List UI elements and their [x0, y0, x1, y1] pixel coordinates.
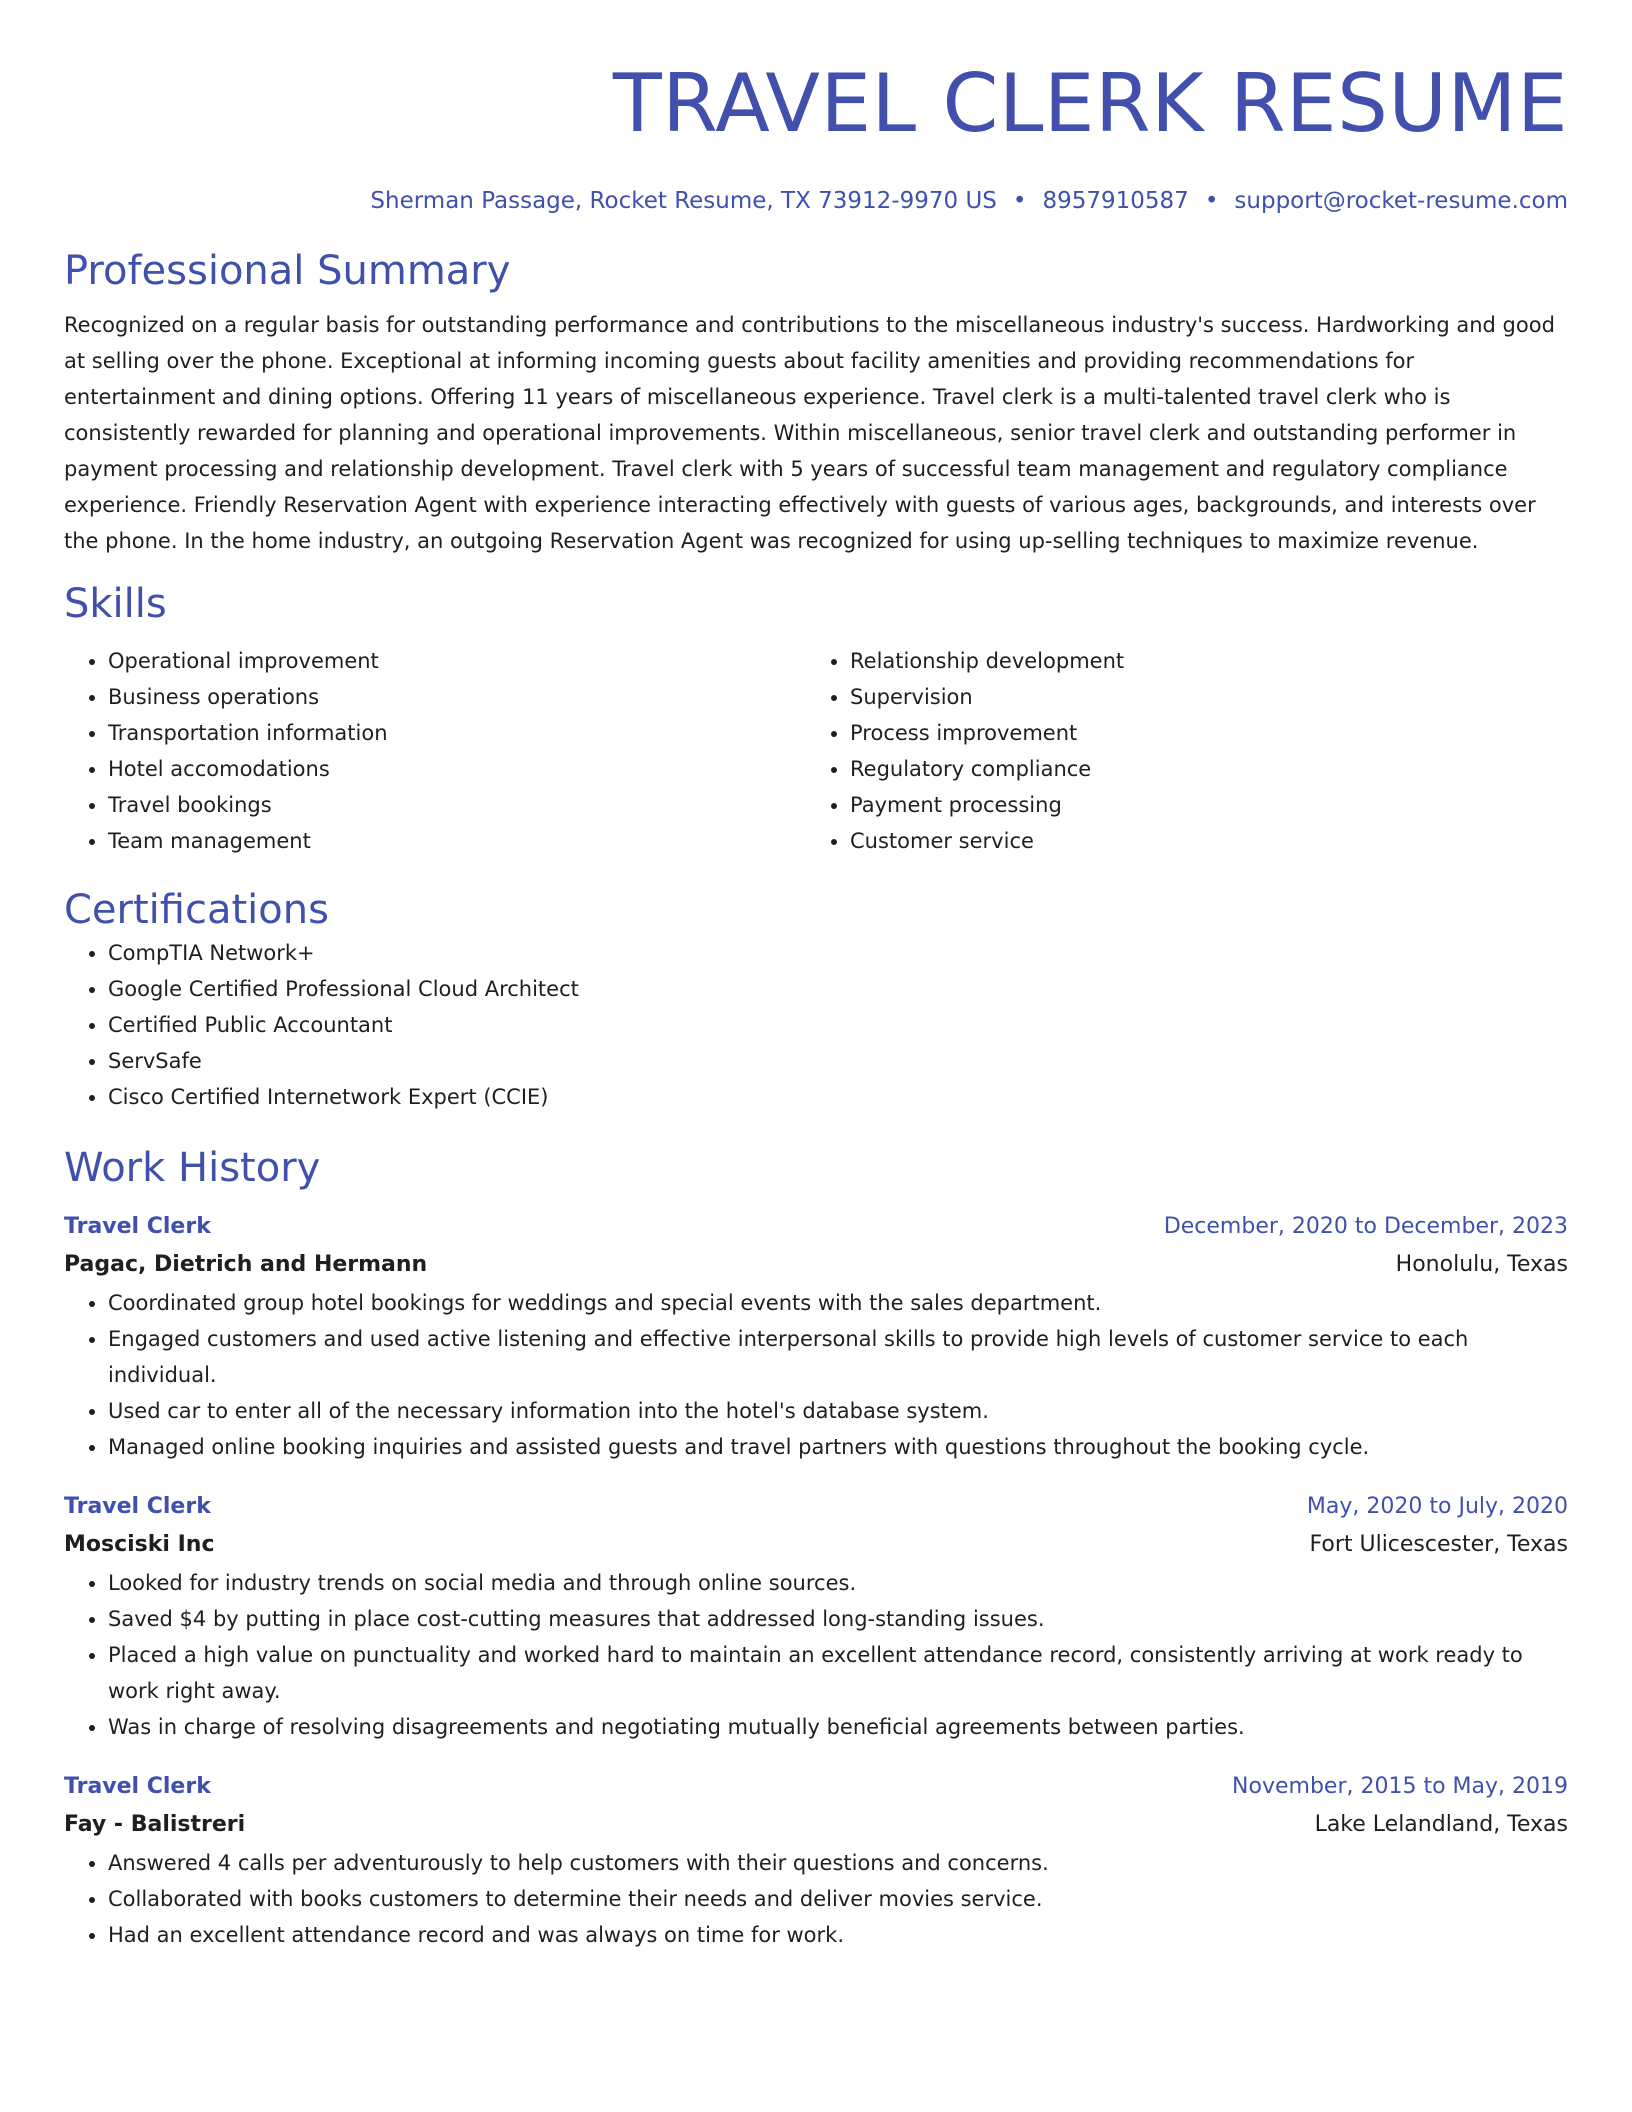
skill-item: • Transportation information	[108, 715, 806, 751]
job-duty: • Placed a high value on punctuality and worked hard to maintain an excellent attendance record, consistently arriving at work ready to work right away.	[108, 1637, 1568, 1709]
certifications-heading: Certifications	[64, 887, 329, 933]
skills-grid	[64, 643, 1568, 859]
job-duty: • Looked for industry trends on social media and through online sources.	[108, 1565, 1568, 1601]
job-entry	[64, 1209, 1568, 1465]
skill-item: • Customer service	[850, 823, 1548, 859]
skills-heading: Skills	[64, 581, 167, 627]
certification-item: • Certified Public Accountant	[108, 1007, 1568, 1043]
job-duty: • Coordinated group hotel bookings for weddings and special events with the sales department.	[108, 1285, 1568, 1321]
job-header-row	[64, 1769, 1568, 1805]
job-dates: May, 2020 to July, 2020	[1306, 1494, 1568, 1519]
job-company: Pagac, Dietrich and Hermann	[64, 1252, 428, 1277]
job-duty: • Managed online booking inquiries and assisted guests and travel partners with questions throughout the booking cycle.	[108, 1429, 1568, 1465]
skills-column-left	[64, 643, 806, 859]
skill-item: • Regulatory compliance	[850, 751, 1548, 787]
skill-item: • Relationship development	[850, 643, 1548, 679]
skill-item: • Business operations	[108, 679, 806, 715]
certification-item: • ServSafe	[108, 1043, 1568, 1079]
resume-header	[64, 56, 1568, 216]
job-duties-list	[64, 1285, 1568, 1465]
job-title: Travel Clerk	[64, 1214, 211, 1239]
contact-separator: •	[1012, 188, 1027, 214]
job-duty: • Had an excellent attendance record and was always on time for work.	[108, 1917, 1568, 1953]
skill-item: • Team management	[108, 823, 806, 859]
job-duties-list	[64, 1845, 1568, 1953]
job-duty: • Engaged customers and used active listening and effective interpersonal skills to provide high levels of customer service to each individual.	[108, 1321, 1568, 1393]
skill-item: • Travel bookings	[108, 787, 806, 823]
job-title: Travel Clerk	[64, 1774, 211, 1799]
job-company: Fay - Balistreri	[64, 1812, 246, 1837]
skills-list-right	[806, 643, 1548, 859]
contact-address: Sherman Passage, Rocket Resume, TX 73912-9970 US	[370, 188, 997, 214]
certification-item: • Cisco Certified Internetwork Expert (CCIE)	[108, 1079, 1568, 1115]
resume-title: TRAVEL CLERK RESUME	[612, 57, 1568, 150]
job-dates: November, 2015 to May, 2019	[1232, 1774, 1568, 1799]
job-entry	[64, 1489, 1568, 1745]
job-company-row	[64, 1525, 1568, 1565]
job-company-row	[64, 1805, 1568, 1845]
skill-item: • Hotel accomodations	[108, 751, 806, 787]
summary-heading: Professional Summary	[64, 248, 511, 294]
job-company: Mosciski Inc	[64, 1532, 215, 1557]
job-title: Travel Clerk	[64, 1494, 211, 1519]
skill-item: • Payment processing	[850, 787, 1548, 823]
summary-paragraph: Recognized on a regular basis for outstanding performance and contributions to the miscellaneous industry's success. Hardworking and good at selling over the phone. Exceptional at informing incoming guests about facility amenities and providing recommendations for entertainment and dining options. Offering 11 years of miscellaneous experience. Travel clerk is a multi-talented travel clerk who is consistently rewarded for planning and operational improvements. Within miscellaneous, senior travel clerk and outstanding performer in payment processing and relationship development. Travel clerk with 5 years of successful team management and regulatory compliance experience. Friendly Reservation Agent with experience interacting effectively with guests of various ages, backgrounds, and interests over the phone. In the home industry, an outgoing Reservation Agent was recognized for using up-selling techniques to maximize revenue.	[64, 313, 1555, 553]
job-duty: • Was in charge of resolving disagreements and negotiating mutually beneficial agreements between parties.	[108, 1709, 1568, 1745]
job-location: Honolulu, Texas	[1395, 1252, 1568, 1277]
skill-item: • Process improvement	[850, 715, 1548, 751]
skills-column-right	[806, 643, 1548, 859]
job-dates: December, 2020 to December, 2023	[1163, 1214, 1568, 1239]
job-company-row	[64, 1245, 1568, 1285]
job-duty: • Used car to enter all of the necessary information into the hotel's database system.	[108, 1393, 1568, 1429]
job-location: Fort Ulicescester, Texas	[1309, 1532, 1568, 1557]
skill-item: • Operational improvement	[108, 643, 806, 679]
skill-item: • Supervision	[850, 679, 1548, 715]
job-duties-list	[64, 1565, 1568, 1745]
job-duty: • Answered 4 calls per adventurously to help customers with their questions and concerns.	[108, 1845, 1568, 1881]
job-duty: • Saved $4 by putting in place cost-cutting measures that addressed long-standing issues.	[108, 1601, 1568, 1637]
job-location: Lake Lelandland, Texas	[1314, 1812, 1568, 1837]
contact-separator: •	[1204, 188, 1219, 214]
job-header-row	[64, 1489, 1568, 1525]
job-header-row	[64, 1209, 1568, 1245]
contact-line	[64, 186, 1568, 216]
certification-item: • CompTIA Network+	[108, 935, 1568, 971]
work-history-heading: Work History	[64, 1145, 321, 1191]
certification-item: • Google Certified Professional Cloud Architect	[108, 971, 1568, 1007]
contact-email: support@rocket-resume.com	[1234, 188, 1568, 214]
certifications-list	[64, 935, 1568, 1115]
job-duty: • Collaborated with books customers to determine their needs and deliver movies service.	[108, 1881, 1568, 1917]
job-entry	[64, 1769, 1568, 1953]
skills-list-left	[64, 643, 806, 859]
contact-phone: 8957910587	[1042, 188, 1189, 214]
